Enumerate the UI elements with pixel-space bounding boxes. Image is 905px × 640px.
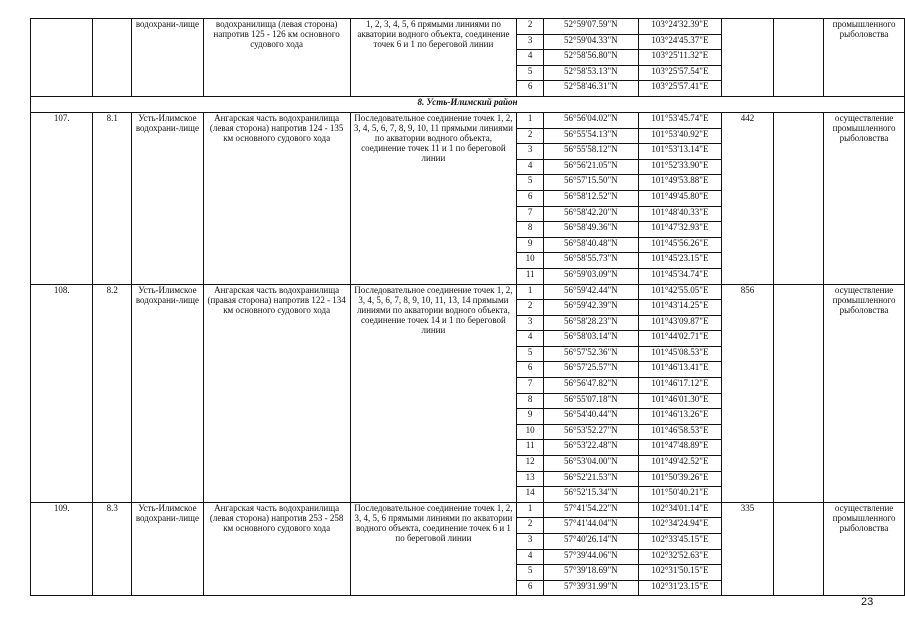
point-number-cell: 1 [517, 112, 544, 128]
boundary-cell: Последовательное соединение точек 1, 2, 3, 4, 5, 6, 7, 8, 9, 10, 11, 13, 14 прямыми линиями по акватории водного объекта, соединение точек 14 и 1 по береговой линии [350, 284, 517, 502]
area-cell [722, 19, 774, 97]
latitude-cell: 52°58'53.13"N [544, 65, 638, 81]
latitude-cell: 56°55'07.18"N [544, 393, 638, 409]
description-cell: водохранилища (левая сторона) напротив 125 - 126 км основного судового хода [203, 19, 350, 97]
latitude-cell: 56°57'52.36"N [544, 346, 638, 362]
latitude-cell: 56°53'04.00"N [544, 456, 638, 472]
longitude-cell: 102°31'50.15"E [638, 565, 722, 581]
longitude-cell: 101°46'01.30"E [638, 393, 722, 409]
point-number-cell: 3 [517, 534, 544, 550]
point-number-cell: 4 [517, 159, 544, 175]
latitude-cell: 56°57'15.50"N [544, 175, 638, 191]
boundary-cell: 1, 2, 3, 4, 5, 6 прямыми линиями по акватории водного объекта, соединение точек 6 и 1 по береговой линии [350, 19, 517, 97]
longitude-cell: 101°53'13.14"E [638, 144, 722, 160]
area-cell: 856 [722, 284, 774, 502]
description-cell: Ангарская часть водохранилища (правая сторона) напротив 122 - 134 км основного судового хода [203, 284, 350, 502]
usage-cell: осуществление промышленного рыболовства [824, 112, 905, 284]
latitude-cell: 56°58'28.23"N [544, 315, 638, 331]
latitude-cell: 56°52'15.34"N [544, 487, 638, 503]
longitude-cell: 101°43'09.87"E [638, 315, 722, 331]
longitude-cell: 101°50'39.26"E [638, 471, 722, 487]
longitude-cell: 101°46'13.41"E [638, 362, 722, 378]
empty-cell [773, 502, 823, 596]
point-number-cell: 1 [517, 502, 544, 518]
location-cell: водохрани-лище [132, 19, 204, 97]
location-cell: Усть-Илимское водохрани-лище [132, 112, 204, 284]
point-number-cell: 2 [517, 300, 544, 316]
description-cell: Ангарская часть водохранилища (левая сторона) напротив 124 - 135 км основного судового хода [203, 112, 350, 284]
latitude-cell: 56°58'55.73"N [544, 253, 638, 269]
longitude-cell: 103°25'57.54"E [638, 65, 722, 81]
point-number-cell: 2 [517, 128, 544, 144]
record-number-cell [31, 19, 93, 97]
empty-cell [773, 112, 823, 284]
table-row [31, 284, 905, 300]
latitude-cell: 57°40'26.14"N [544, 534, 638, 550]
longitude-cell: 103°25'57.41"E [638, 81, 722, 97]
point-number-cell: 10 [517, 424, 544, 440]
point-number-cell: 5 [517, 346, 544, 362]
page-number: 23 [861, 596, 874, 608]
latitude-cell: 56°59'42.39"N [544, 300, 638, 316]
longitude-cell: 101°53'40.92"E [638, 128, 722, 144]
longitude-cell: 101°46'17.12"E [638, 378, 722, 394]
latitude-cell: 56°55'58.12"N [544, 144, 638, 160]
latitude-cell: 57°39'18.69"N [544, 565, 638, 581]
longitude-cell: 101°50'40.21"E [638, 487, 722, 503]
longitude-cell: 103°24'45.37"E [638, 34, 722, 50]
point-number-cell: 4 [517, 549, 544, 565]
point-number-cell: 8 [517, 393, 544, 409]
point-number-cell: 7 [517, 378, 544, 394]
latitude-cell: 56°58'03.14"N [544, 331, 638, 347]
longitude-cell: 102°34'24.94"E [638, 518, 722, 534]
longitude-cell: 101°43'14.25"E [638, 300, 722, 316]
latitude-cell: 56°56'47.82"N [544, 378, 638, 394]
record-subnumber-cell: 8.3 [93, 502, 132, 596]
table-row [31, 502, 905, 518]
point-number-cell: 2 [517, 518, 544, 534]
longitude-cell: 101°42'55.05"E [638, 284, 722, 300]
latitude-cell: 57°39'44.06"N [544, 549, 638, 565]
point-number-cell: 6 [517, 362, 544, 378]
point-number-cell: 3 [517, 315, 544, 331]
location-cell: Усть-Илимское водохрани-лище [132, 284, 204, 502]
longitude-cell: 101°46'13.26"E [638, 409, 722, 425]
record-subnumber-cell: 8.2 [93, 284, 132, 502]
usage-cell: промышленного рыболовства [824, 19, 905, 97]
longitude-cell: 101°45'56.26"E [638, 237, 722, 253]
point-number-cell: 8 [517, 222, 544, 238]
longitude-cell: 101°53'45.74"E [638, 112, 722, 128]
record-subnumber-cell [93, 19, 132, 97]
record-number-cell: 109. [31, 502, 93, 596]
record-number-cell: 107. [31, 112, 93, 284]
latitude-cell: 56°54'40.44"N [544, 409, 638, 425]
point-number-cell: 6 [517, 580, 544, 596]
longitude-cell: 102°34'01.14"E [638, 502, 722, 518]
longitude-cell: 101°45'23.15"E [638, 253, 722, 269]
latitude-cell: 52°59'07.59"N [544, 19, 638, 35]
latitude-cell: 57°41'44.04"N [544, 518, 638, 534]
longitude-cell: 103°25'11.32"E [638, 50, 722, 66]
longitude-cell: 103°24'32.39"E [638, 19, 722, 35]
point-number-cell: 4 [517, 50, 544, 66]
longitude-cell: 101°48'40.33"E [638, 206, 722, 222]
latitude-cell: 57°39'31.99"N [544, 580, 638, 596]
point-number-cell: 6 [517, 81, 544, 97]
longitude-cell: 101°49'45.80"E [638, 190, 722, 206]
latitude-cell: 56°59'42.44"N [544, 284, 638, 300]
longitude-cell: 102°32'52.63"E [638, 549, 722, 565]
point-number-cell: 1 [517, 284, 544, 300]
longitude-cell: 102°31'23.15"E [638, 580, 722, 596]
latitude-cell: 56°58'49.36"N [544, 222, 638, 238]
latitude-cell: 57°41'54.22"N [544, 502, 638, 518]
longitude-cell: 101°47'48.89"E [638, 440, 722, 456]
area-cell: 335 [722, 502, 774, 596]
latitude-cell: 56°52'21.53"N [544, 471, 638, 487]
point-number-cell: 2 [517, 19, 544, 35]
location-cell: Усть-Илимское водохрани-лище [132, 502, 204, 596]
latitude-cell: 56°56'04.02"N [544, 112, 638, 128]
point-number-cell: 11 [517, 268, 544, 284]
longitude-cell: 101°45'08.53"E [638, 346, 722, 362]
latitude-cell: 56°53'52.27"N [544, 424, 638, 440]
region-heading-row [31, 96, 905, 112]
point-number-cell: 13 [517, 471, 544, 487]
record-number-cell: 108. [31, 284, 93, 502]
longitude-cell: 102°33'45.15"E [638, 534, 722, 550]
table-row [31, 19, 905, 35]
longitude-cell: 101°49'42.52"E [638, 456, 722, 472]
point-number-cell: 3 [517, 34, 544, 50]
point-number-cell: 12 [517, 456, 544, 472]
point-number-cell: 9 [517, 237, 544, 253]
latitude-cell: 56°53'22.48"N [544, 440, 638, 456]
longitude-cell: 101°45'34.74"E [638, 268, 722, 284]
point-number-cell: 14 [517, 487, 544, 503]
record-subnumber-cell: 8.1 [93, 112, 132, 284]
point-number-cell: 10 [517, 253, 544, 269]
longitude-cell: 101°46'58.53"E [638, 424, 722, 440]
area-cell: 442 [722, 112, 774, 284]
latitude-cell: 56°58'42.20"N [544, 206, 638, 222]
region-heading: 8. Усть-Илимский район [31, 96, 905, 112]
latitude-cell: 56°58'40.48"N [544, 237, 638, 253]
point-number-cell: 9 [517, 409, 544, 425]
point-number-cell: 5 [517, 565, 544, 581]
latitude-cell: 52°58'46.31"N [544, 81, 638, 97]
point-number-cell: 11 [517, 440, 544, 456]
boundary-cell: Последовательное соединение точек 1, 2, 3, 4, 5, 6 прямыми линиями по акватории водного объекта, соединение точек 6 и 1 по береговой линии [350, 502, 517, 596]
longitude-cell: 101°49'53.88"E [638, 175, 722, 191]
latitude-cell: 56°57'25.57"N [544, 362, 638, 378]
longitude-cell: 101°47'32.93"E [638, 222, 722, 238]
point-number-cell: 5 [517, 175, 544, 191]
latitude-cell: 56°56'21.05"N [544, 159, 638, 175]
point-number-cell: 3 [517, 144, 544, 160]
point-number-cell: 6 [517, 190, 544, 206]
latitude-cell: 52°59'04.33"N [544, 34, 638, 50]
latitude-cell: 52°58'56.80"N [544, 50, 638, 66]
usage-cell: осуществление промышленного рыболовства [824, 502, 905, 596]
latitude-cell: 56°55'54.13"N [544, 128, 638, 144]
longitude-cell: 101°44'02.71"E [638, 331, 722, 347]
point-number-cell: 7 [517, 206, 544, 222]
longitude-cell: 101°52'33.90"E [638, 159, 722, 175]
latitude-cell: 56°58'12.52"N [544, 190, 638, 206]
point-number-cell: 5 [517, 65, 544, 81]
fishing-areas-table [30, 18, 905, 596]
description-cell: Ангарская часть водохранилища (левая сторона) напротив 253 - 258 км основного судового хода [203, 502, 350, 596]
latitude-cell: 56°59'03.09"N [544, 268, 638, 284]
usage-cell: осуществление промышленного рыболовства [824, 284, 905, 502]
empty-cell [773, 19, 823, 97]
empty-cell [773, 284, 823, 502]
point-number-cell: 4 [517, 331, 544, 347]
table-row [31, 112, 905, 128]
boundary-cell: Последовательное соединение точек 1, 2, 3, 4, 5, 6, 7, 8, 9, 10, 11 прямыми линиями по акватории водного объекта, соединение точек 11 и 1 по береговой линии [350, 112, 517, 284]
